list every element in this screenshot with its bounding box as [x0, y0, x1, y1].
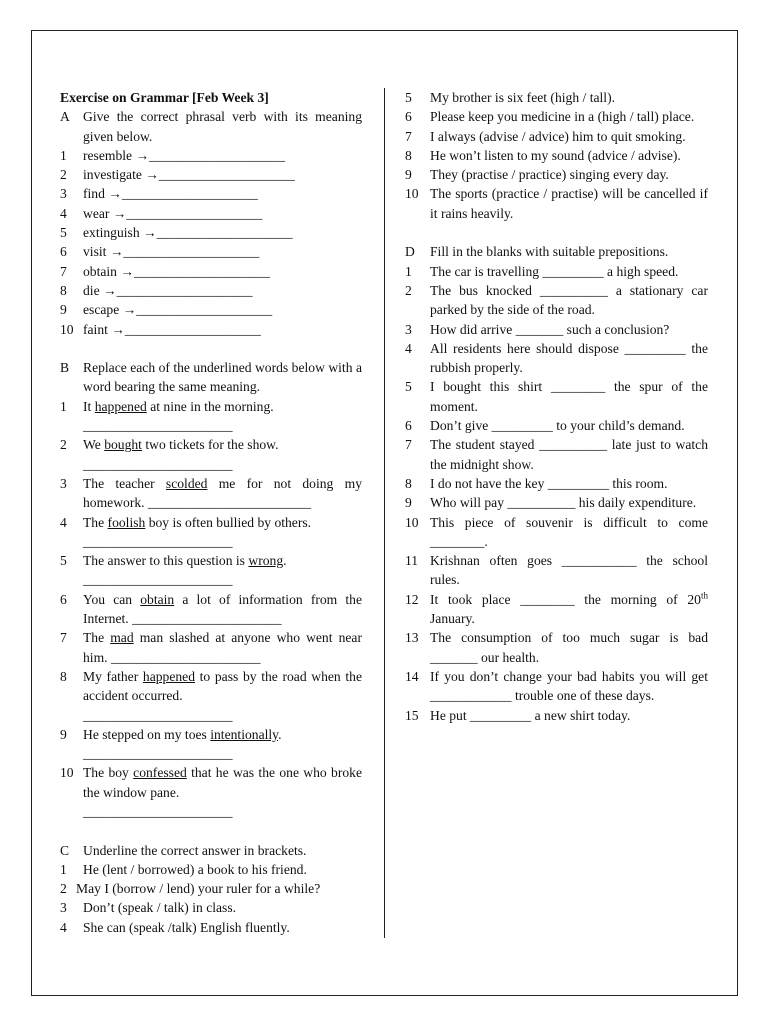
- spacer: [405, 223, 708, 242]
- section-c-instruction: C Underline the correct answer in brackets.: [60, 841, 362, 860]
- list-item: 3 The teacher scolded me for not doing my homework. ________________________: [60, 475, 362, 511]
- section-b: [60, 358, 362, 821]
- answer-line: ______________________: [83, 803, 233, 819]
- list-item: 11 Krishnan often goes ___________ the school rules.: [405, 553, 708, 588]
- list-item: 7 obtain →____________________: [60, 263, 270, 279]
- section-letter: A: [60, 109, 70, 125]
- underlined-word: foolish: [107, 514, 146, 530]
- section-letter: D: [405, 244, 415, 260]
- section-a: [60, 107, 362, 339]
- underlined-word: confessed: [133, 765, 187, 781]
- underlined-word: bought: [104, 437, 142, 453]
- list-item: 12 It took place ________ the morning of 20th January.: [405, 590, 708, 627]
- list-item: 8 I do not have the key _________ this room.: [405, 475, 668, 491]
- list-item: 7 The student stayed __________ late just to watch the midnight show.: [405, 437, 708, 472]
- list-item: 15 He put _________ a new shirt today.: [405, 707, 631, 723]
- section-letter: B: [60, 360, 70, 376]
- list-item: 1 The car is travelling _________ a high speed.: [405, 263, 679, 279]
- left-column: [60, 88, 362, 937]
- list-item: 2 investigate →____________________: [60, 167, 295, 183]
- answer-line: ______________________: [83, 418, 233, 434]
- list-item: 13 The consumption of too much sugar is bad _______ our health.: [405, 630, 708, 665]
- ordinal-superscript: th: [700, 590, 708, 601]
- list-item: 1 He (lent / borrowed) a book to his friend.: [60, 861, 307, 877]
- list-item: 3 Don’t (speak / talk) in class.: [60, 900, 237, 916]
- list-item: 9 They (practise / practice) singing every day.: [405, 167, 669, 183]
- list-item: 9 He stepped on my toes intentionally. ______________________: [60, 725, 362, 764]
- section-a-instruction: A Give the correct phrasal verb with its meaning given below.: [60, 107, 362, 146]
- list-item: 8 My father happened to pass by the road when the accident occurred. ______________________: [60, 667, 362, 725]
- list-item: 7 The mad man slashed at anyone who went near him. ______________________: [60, 630, 362, 665]
- list-item: 4 She can (speak /talk) English fluently.: [60, 919, 290, 935]
- list-item: 5 extinguish →____________________: [60, 225, 293, 241]
- underlined-word: intentionally: [210, 726, 279, 742]
- underlined-word: happened: [94, 398, 147, 414]
- list-item: 10 faint →____________________: [60, 321, 261, 337]
- list-item: 6 Don’t give _________ to your child’s demand.: [405, 418, 685, 434]
- answer-line: ______________________: [83, 707, 233, 723]
- list-item: 8 He won’t listen to my sound (advice / advise).: [405, 147, 681, 163]
- answer-line: ______________________: [83, 533, 233, 549]
- section-b-instruction: B Replace each of the underlined words below with a word bearing the same meaning.: [60, 358, 362, 397]
- underlined-word: scolded: [165, 475, 208, 491]
- list-item: 5 The answer to this question is wrong. ______________________: [60, 551, 362, 590]
- section-letter: C: [60, 842, 70, 858]
- spacer: [60, 821, 362, 840]
- list-item: 5 I bought this shirt ________ the spur of the moment.: [405, 379, 708, 414]
- spacer: [60, 339, 362, 358]
- underlined-word: wrong: [248, 553, 284, 569]
- answer-line: ______________________: [83, 456, 233, 472]
- worksheet-title: Exercise on Grammar [Feb Week 3]: [60, 90, 269, 105]
- column-divider: [384, 88, 385, 938]
- underlined-word: mad: [110, 630, 134, 646]
- list-item: 4 wear →____________________: [60, 205, 263, 221]
- list-item: 14 If you don’t change your bad habits you will get ____________ trouble one of these days.: [405, 668, 708, 704]
- list-item: 6 You can obtain a lot of information from the Internet. ______________________: [60, 591, 362, 627]
- section-c: [60, 841, 362, 937]
- list-item: 3 How did arrive _______ such a conclusion?: [405, 321, 670, 337]
- right-column: [405, 88, 708, 725]
- section-d-instruction: D Fill in the blanks with suitable prepositions.: [405, 242, 708, 261]
- answer-line: ______________________: [83, 572, 233, 588]
- list-item: 7 I always (advise / advice) him to quit smoking.: [405, 128, 686, 144]
- list-item: 5 My brother is six feet (high / tall).: [405, 90, 615, 105]
- list-item: 2 May I (borrow / lend) your ruler for a while?: [60, 881, 321, 897]
- list-item: 1 It happened at nine in the morning. ______________________: [60, 397, 362, 436]
- list-item: 6 Please keep you medicine in a (high / tall) place.: [405, 109, 695, 125]
- list-item: 2 We bought two tickets for the show. ______________________: [60, 435, 362, 474]
- list-item: 2 The bus knocked __________ a stationary car parked by the side of the road.: [405, 282, 708, 318]
- list-item: 1 resemble →____________________: [60, 147, 285, 163]
- list-item: 6 visit →____________________: [60, 244, 260, 260]
- list-item: 10 This piece of souvenir is difficult to come ________.: [405, 514, 708, 549]
- list-item: 4 All residents here should dispose _________ the rubbish properly.: [405, 340, 708, 376]
- section-d: [405, 242, 708, 724]
- list-item: 9 Who will pay __________ his daily expenditure.: [405, 495, 697, 511]
- list-item: 9 escape →____________________: [60, 302, 273, 318]
- list-item: 4 The foolish boy is often bullied by others. ______________________: [60, 513, 362, 552]
- list-item: 8 die →____________________: [60, 282, 253, 298]
- underlined-word: obtain: [140, 591, 175, 607]
- answer-line: ______________________: [83, 746, 233, 762]
- list-item: 10 The boy confessed that he was the one who broke the window pane. ______________________: [60, 763, 362, 821]
- list-item: 10 The sports (practice / practise) will be cancelled if it rains heavily.: [405, 186, 708, 221]
- section-c-continued: [405, 88, 708, 223]
- list-item: 3 find →____________________: [60, 186, 258, 202]
- underlined-word: happened: [142, 668, 195, 684]
